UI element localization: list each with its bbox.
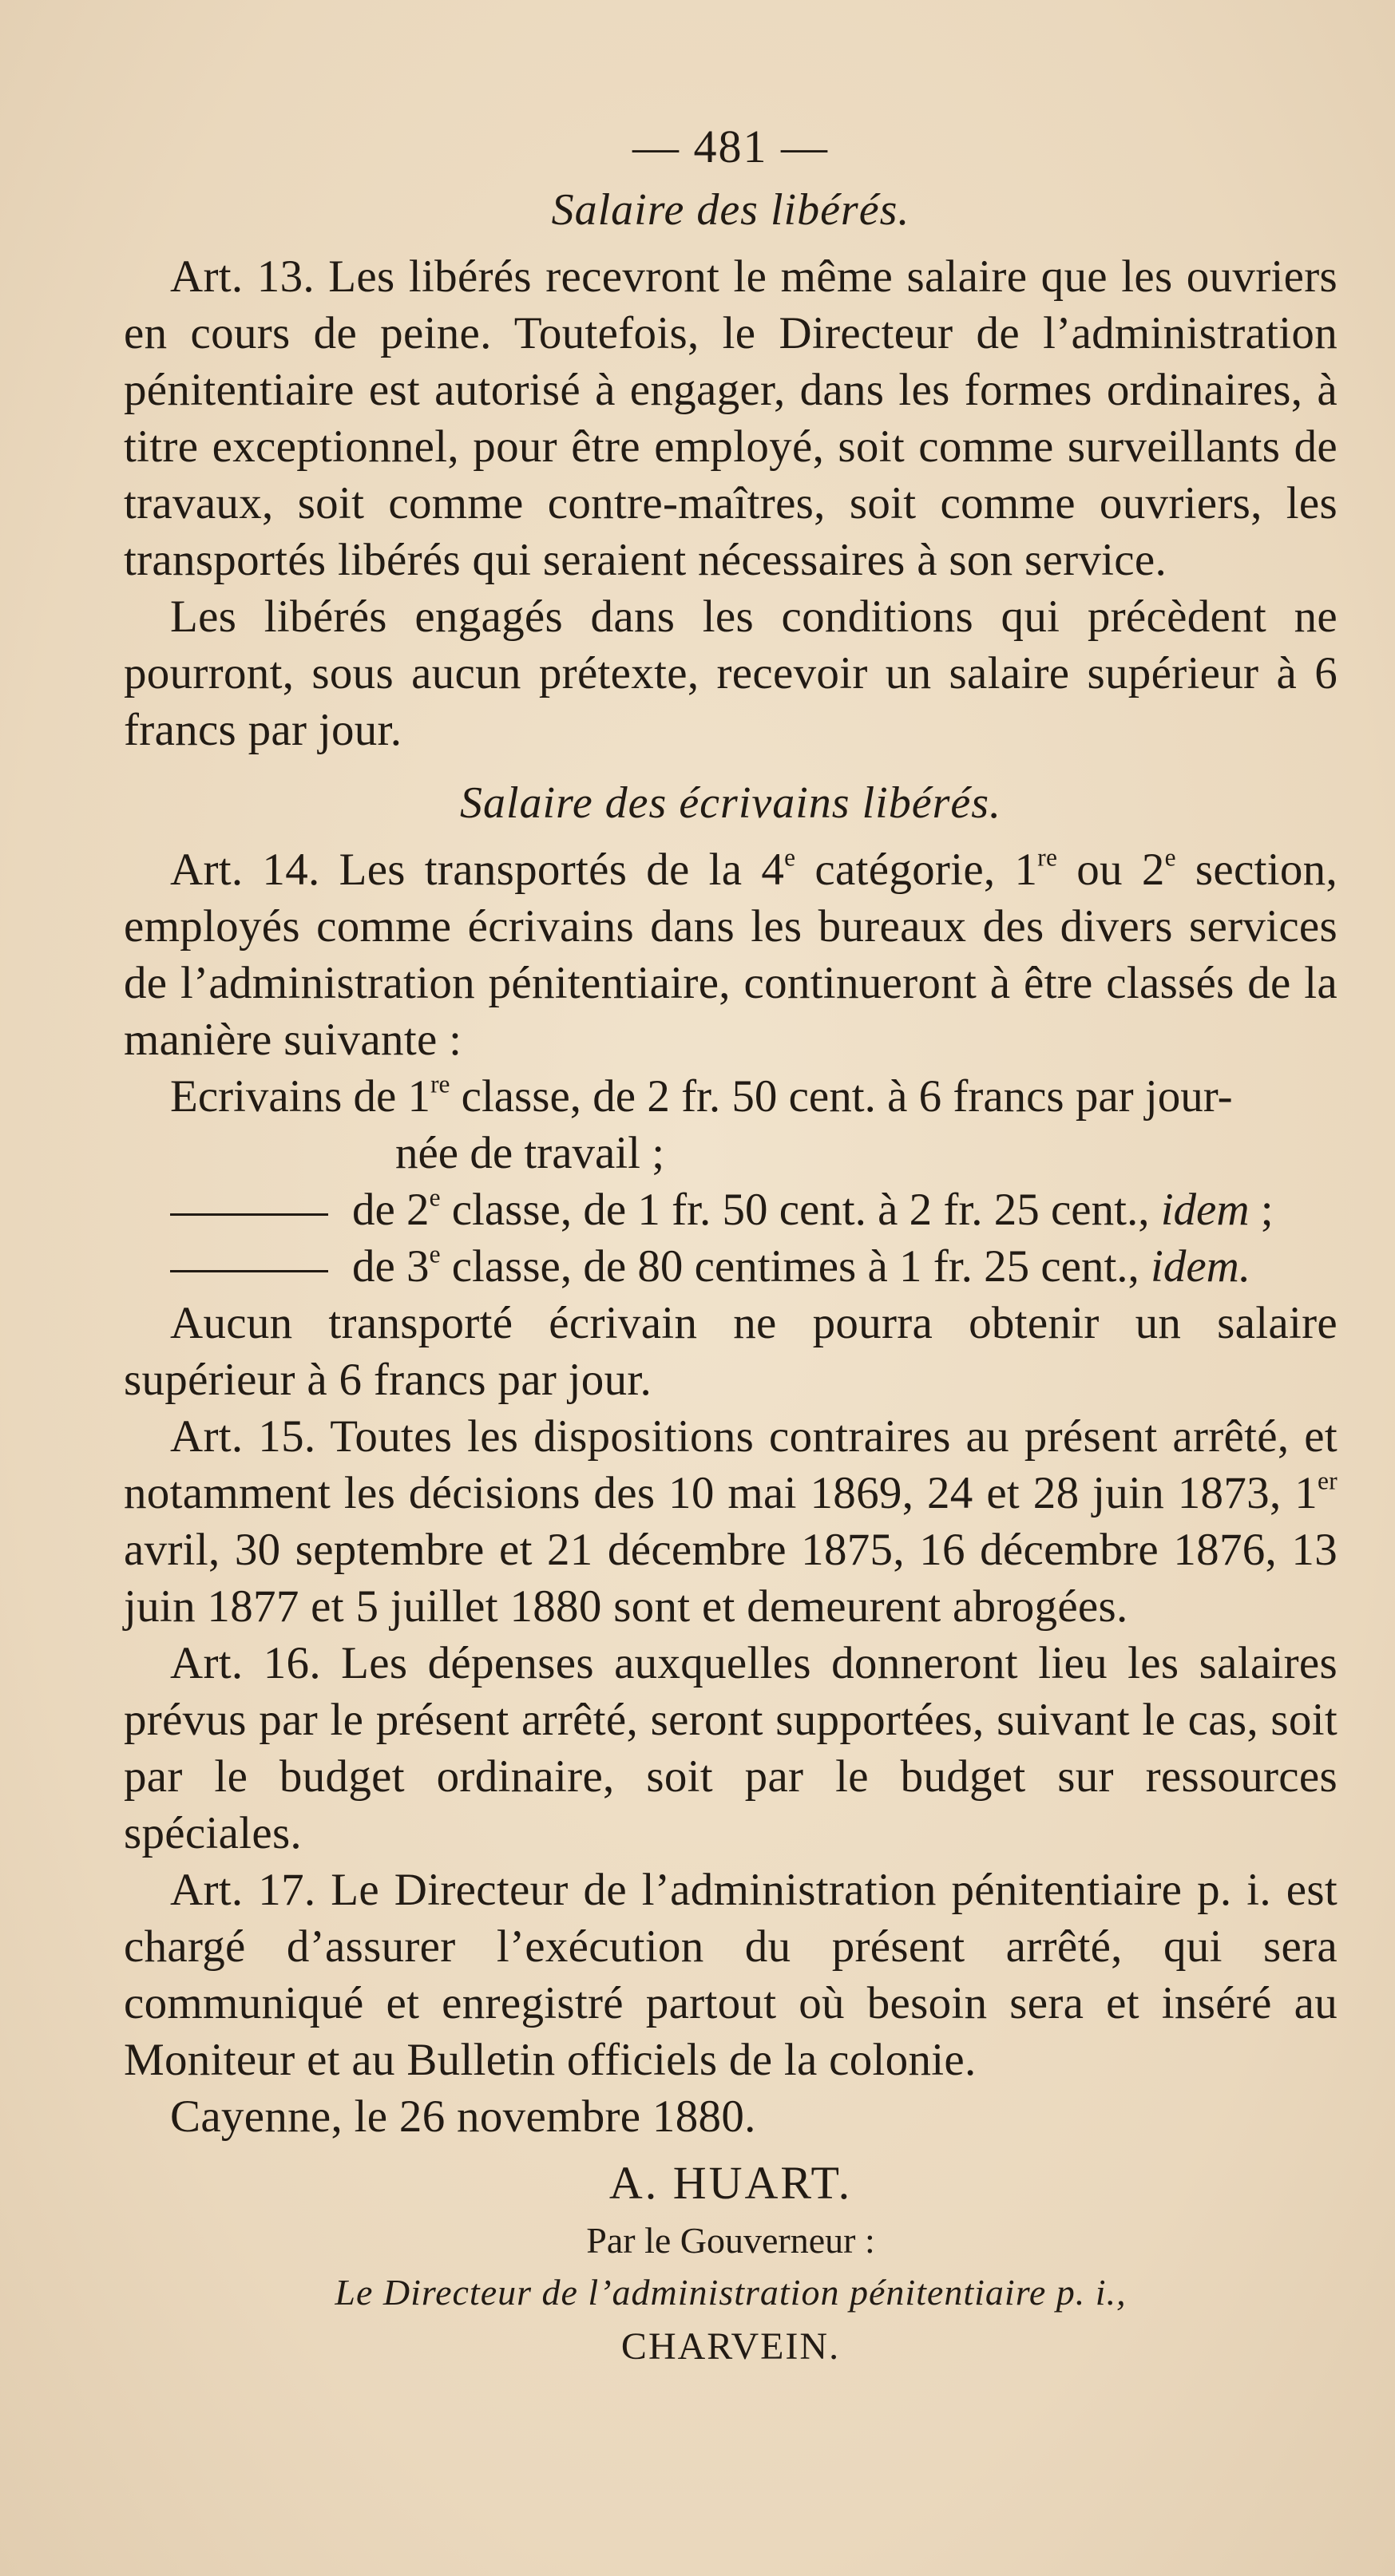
class-2-line: de 2e classe, de 1 fr. 50 cent. à 2 fr. 25 cent., idem ; (124, 1181, 1338, 1238)
article-13-paragraph-2: Les libérés engagés dans les conditions qui précèdent ne pourront, sous aucun prétexte, recevoir un salaire supérieur à 6 francs par jour. (124, 592, 1338, 755)
article-15: Art. 15. Toutes les dispositions contraires au présent arrêté, et notamment les décisions des 10 mai 1869, 24 et 28 juin 1873, 1er avril, 30 septembre et 21 décembre 1875, 16 décembre 1876, 13 juin 1877 et 5 juillet 1880 sont et demeurent abrogées. (124, 1411, 1338, 1632)
director-title: Le Directeur de l’administration pénitentiaire p. i., (335, 2272, 1127, 2313)
article-13: Art. 13. Les libérés recevront le même salaire que les ouvriers en cours de peine. Toutefois, le Directeur de l’administration pénitentiaire est autorisé à engager, dans les formes ordinaires, à titre exceptionnel, pour être employé, soit comme surveillants de travaux, soit comme contre-maîtres, soit comme ouvriers, les transportés libérés qui seraient nécessaires à son service. (124, 251, 1338, 585)
signatory-name: A. HUART. (608, 2157, 853, 2209)
ditto-rule (170, 1213, 328, 1216)
director-name: CHARVEIN. (620, 2325, 841, 2368)
class-1-line: Ecrivains de 1re classe, de 2 fr. 50 cent. à 6 francs par jour- (170, 1070, 1233, 1122)
page-number: — 481 — (632, 121, 829, 172)
article-14: Art. 14. Les transportés de la 4e catégorie, 1re ou 2e section, employés comme écrivains dans les bureaux des divers services de l’administration pénitentiaire, continueront à être classés de la manière suivante : (124, 843, 1338, 1065)
class-3-line: de 3e classe, de 80 centimes à 1 fr. 25 cent., idem. (124, 1238, 1338, 1295)
par-le-gouverneur: Par le Gouverneur : (586, 2220, 875, 2261)
date-line: Cayenne, le 26 novembre 1880. (170, 2091, 756, 2142)
section-heading-liberes: Salaire des libérés. (551, 185, 910, 235)
section-heading-ecrivains: Salaire des écrivains libérés. (459, 778, 1002, 828)
class-1-continuation: née de travail ; (395, 1128, 665, 1178)
page-content (124, 120, 1338, 2368)
article-16: Art. 16. Les dépenses auxquelles donneront lieu les salaires prévus par le présent arrêté, seront supportées, suivant le cas, soit par le budget ordinaire, soit par le budget sur ressources spéciales. (124, 1638, 1338, 1858)
article-17: Art. 17. Le Directeur de l’administration pénitentiaire p. i. est chargé d’assurer l’exécution du présent arrêté, qui sera communiqué et enregistré partout où besoin sera et inséré au Moniteur et au Bulletin officiels de la colonie. (124, 1865, 1338, 2085)
ditto-rule (170, 1270, 328, 1272)
aucun-transporte-paragraph: Aucun transporté écrivain ne pourra obtenir un salaire supérieur à 6 francs par jour. (124, 1298, 1338, 1405)
